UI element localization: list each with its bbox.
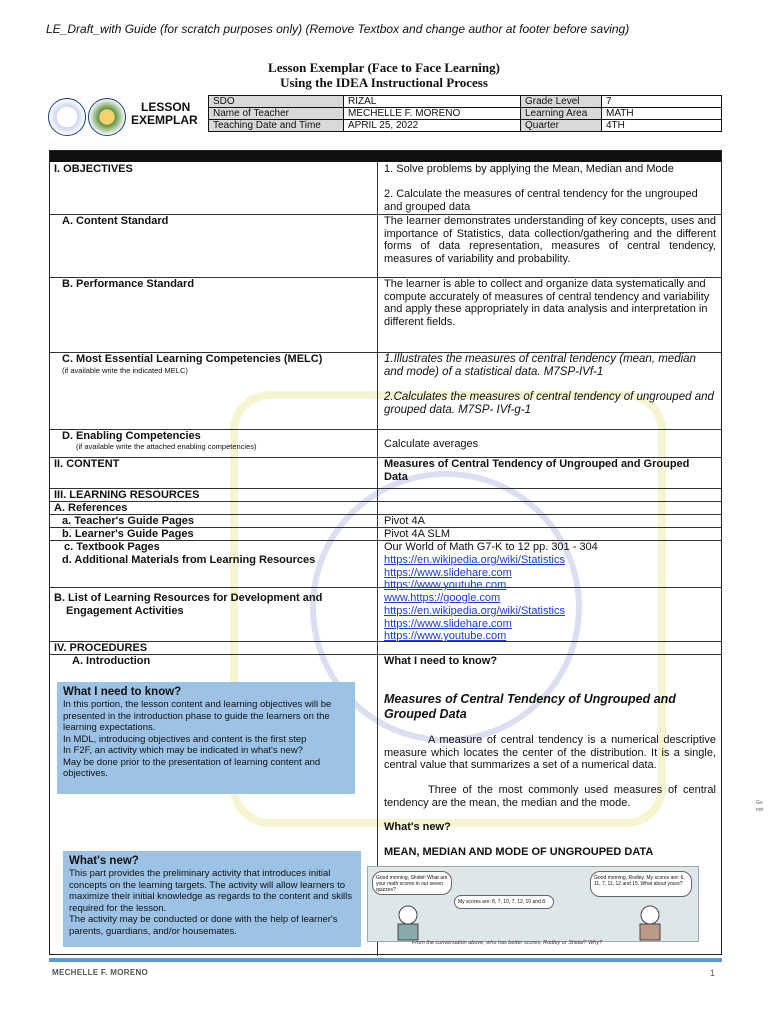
teacher-value: MECHELLE F. MORENO — [344, 108, 521, 120]
resource-link[interactable]: https://www.slidehare.com — [384, 618, 512, 630]
enabling-text: Calculate averages — [384, 438, 479, 450]
references-label: A. References — [54, 502, 128, 514]
mean-median-mode-heading: MEAN, MEDIAN AND MODE OF UNGROUPED DATA — [384, 846, 654, 858]
lesson-table — [49, 150, 722, 955]
melc-label: C. Most Essential Learning Competencies (MELC) — [62, 353, 323, 365]
learners-guide-value: Pivot 4A SLM — [384, 528, 451, 540]
objectives-label: I. OBJECTIVES — [54, 163, 133, 175]
deped-logos — [46, 96, 128, 136]
draft-note: LE_Draft_with Guide (for scratch purposes only) (Remove Textbox and change author at footer before saving) — [46, 22, 630, 36]
quarter-value: 4TH — [602, 120, 722, 132]
quarter-label: Quarter — [521, 120, 602, 132]
resource-link[interactable]: www.https://google.com — [384, 592, 501, 604]
melc-text-2: 2.Calculates the measures of central tendency of ungrouped and grouped data. M7SP- IVf-g-1 — [384, 391, 714, 416]
conversation-illustration — [367, 866, 699, 942]
page-number: 1 — [710, 968, 716, 978]
header-info-table — [208, 95, 722, 132]
learners-guide-label: b. Learner's Guide Pages — [62, 528, 194, 540]
callout-title: What's new? — [69, 855, 139, 867]
callout-body: In this portion, the lesson content and learning objectives will be presented in the introduction phase to guide the learners on the learning expectations. In MDL, introducing objectives and content is the first step In F2F, an activity which may be indicated in what's new? May be done prior to the presentation of learning content and objectives. — [63, 699, 332, 779]
footer-author: MECHELLE F. MORENO — [52, 968, 149, 977]
content-text: Measures of Central Tendency of Ungrouped and Grouped Data — [384, 458, 690, 483]
teachers-guide-label: a. Teacher's Guide Pages — [62, 515, 195, 527]
resource-link[interactable]: https://www.youtube.com — [384, 630, 507, 642]
performance-standard-label: B. Performance Standard — [62, 278, 195, 290]
students-drawing — [368, 867, 698, 941]
additional-materials-label: d. Additional Materials from Learning Resources — [62, 554, 316, 566]
resource-list-label-2: Engagement Activities — [66, 605, 184, 617]
textbook-label: c. Textbook Pages — [64, 541, 160, 553]
topic-heading: Measures of Central Tendency of Ungrouped and Grouped Data — [384, 692, 676, 721]
intro-paragraph-2: Three of the most commonly used measures of central tendency are the mean, the median and the mode. — [384, 784, 716, 809]
table-header-bar — [50, 151, 721, 162]
sdo-label: SDO — [209, 96, 344, 108]
header-row — [209, 96, 722, 108]
date-label: Teaching Date and Time — [209, 120, 344, 132]
resources-label: III. LEARNING RESOURCES — [54, 489, 200, 501]
speech-bubble: Good morning, Shidel! What are your math scores in our seven quizzes? — [372, 871, 452, 895]
document-title-line2: Using the IDEA Instructional Process — [280, 75, 488, 90]
callout-body: This part provides the preliminary activity that introduces initial concepts on the learning targets. The activity will allow learners to maximize their initial knowledge as regards to the content and skills required for the lesson. The activity may be conducted or done with the help of learner's parents, guardians, and/or housemates. — [69, 868, 353, 937]
header-row — [209, 108, 722, 120]
what-i-need-callout — [57, 682, 355, 794]
footer-rule — [49, 958, 722, 962]
enabling-label: D. Enabling Competencies — [62, 430, 201, 442]
speech-bubble: Good morning, Rodley. My scores are: 6, 11, 7, 11, 12 and 15. What about yours? — [590, 871, 692, 897]
resource-list-label: B. List of Learning Resources for Development and — [54, 592, 323, 604]
date-value: APRIL 25, 2022 — [344, 120, 521, 132]
grade-level-label: Grade Level — [521, 96, 602, 108]
what-i-need-heading: What I need to know? — [384, 655, 498, 667]
header-row — [209, 120, 722, 132]
learning-area-label: Learning Area — [521, 108, 602, 120]
teacher-label: Name of Teacher — [209, 108, 344, 120]
resource-link[interactable]: https://en.wikipedia.org/wiki/Statistics — [384, 605, 565, 617]
objective-item-1: 1. Solve problems by applying the Mean, Median and Mode — [384, 163, 674, 175]
callout-title: What I need to know? — [63, 686, 182, 698]
performance-standard-text: The learner is able to collect and organize data systematically and compute accurately of measures of central tendency and variability and apply these appropriately in data analysis and interpretation in different fields. — [384, 278, 710, 328]
procedures-label: IV. PROCEDURES — [54, 642, 148, 654]
content-standard-text: The learner demonstrates understanding of key concepts, uses and importance of Statistics, data collection/gathering and the different forms of data representation, measures of central tendency, measures of variability and probability. — [384, 215, 716, 265]
textbook-value: Our World of Math G7-K to 12 pp. 301 - 304 — [384, 541, 598, 553]
intro-paragraph-1: A measure of central tendency is a numerical descriptive measure which locates the center of the distribution. It is a single, central value that summarizes a set of a numerical data. — [384, 734, 716, 771]
melc-text-1: 1.Illustrates the measures of central tendency (mean, median and mode) of a statistical data. M7SP-IVf-1 — [384, 353, 696, 378]
objective-item-2: 2. Calculate the measures of central tendency for the ungrouped and grouped data — [384, 188, 698, 213]
speech-bubble: My scores are: 8, 7, 10, 7, 12, 10 and 8. — [454, 895, 554, 909]
document-title-line1: Lesson Exemplar (Face to Face Learning) — [268, 60, 500, 75]
introduction-label: A. Introduction — [72, 655, 151, 667]
additional-link[interactable]: https://www.youtube.com — [384, 579, 507, 591]
learning-area-value: MATH — [602, 108, 722, 120]
grade-level-value: 7 — [602, 96, 722, 108]
additional-link[interactable]: https://en.wikipedia.org/wiki/Statistics — [384, 554, 565, 566]
sdo-value: RIZAL — [344, 96, 521, 108]
enabling-note: (if available write the attached enabling competencies) — [76, 442, 257, 451]
margin-comment: Go not — [756, 800, 763, 813]
whats-new-heading: What's new? — [384, 821, 451, 833]
lesson-exemplar-label: LESSON EXEMPLAR — [131, 100, 198, 127]
column-divider — [377, 162, 378, 956]
teachers-guide-value: Pivot 4A — [384, 515, 425, 527]
melc-note: (if available write the indicated MELC) — [62, 366, 188, 375]
division-seal-icon — [88, 98, 126, 136]
content-label: II. CONTENT — [54, 458, 120, 470]
deped-seal-icon — [48, 98, 86, 136]
additional-link[interactable]: https://www.slidehare.com — [384, 567, 512, 579]
illustration-caption: From the conversation above, who has better scores, Rodley or Shidel? Why? — [412, 940, 603, 946]
whats-new-callout — [63, 851, 361, 947]
content-standard-label: A. Content Standard — [62, 215, 169, 227]
